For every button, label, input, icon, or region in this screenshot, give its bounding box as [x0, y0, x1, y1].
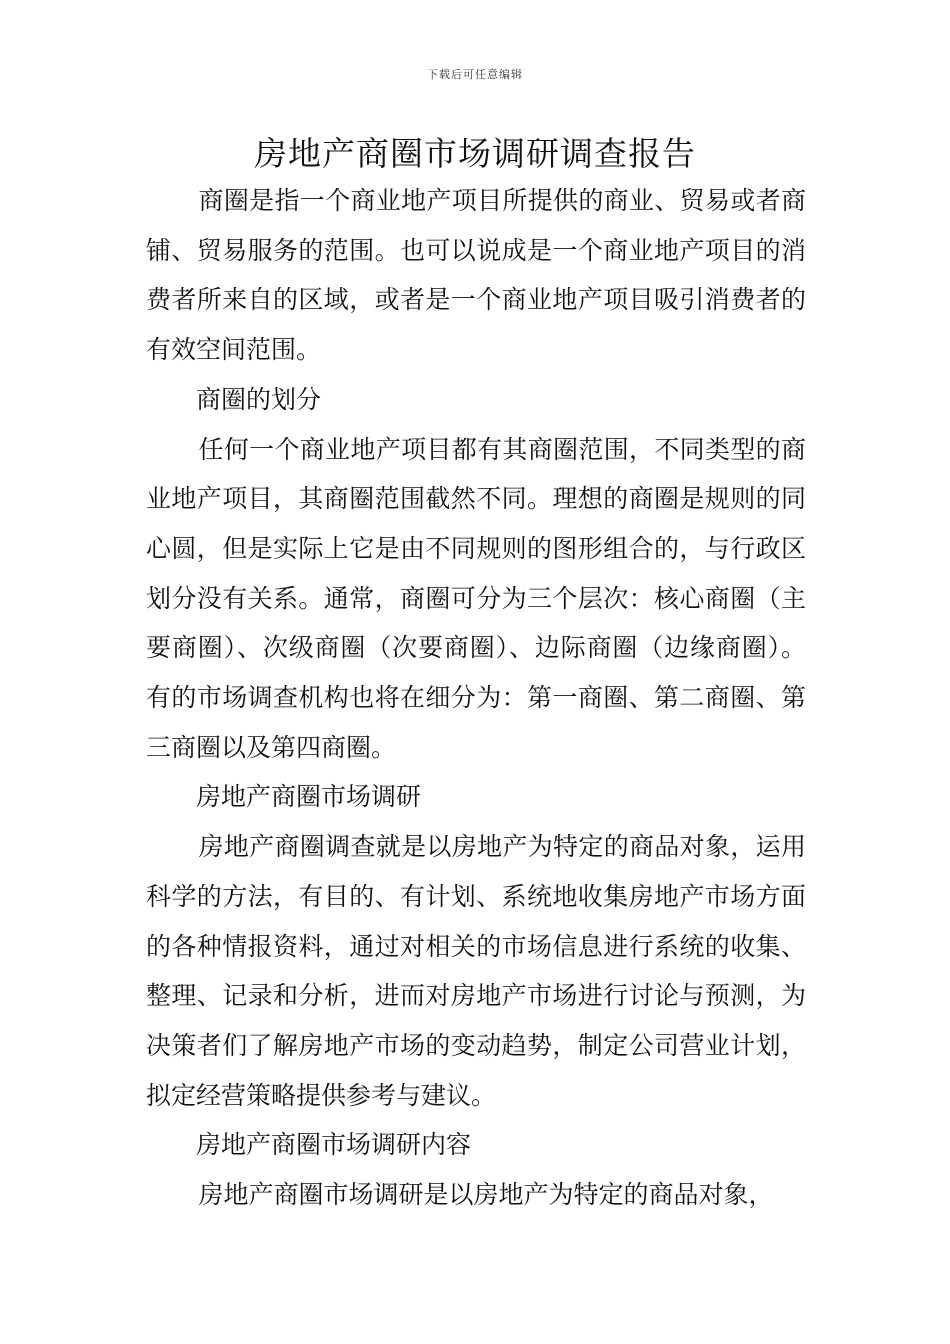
subheading-research-content: 房地产商圈市场调研内容: [196, 1130, 472, 1160]
subheading-research: 房地产商圈市场调研: [196, 782, 422, 812]
document-title: 房地产商圈市场调研调查报告: [254, 134, 696, 173]
paragraph-research-content: 房地产商圈市场调研是以房地产为特定的商品对象，: [198, 1180, 774, 1210]
subheading-division: 商圈的划分: [196, 384, 322, 414]
paragraph-research: 房地产商圈调查就是以房地产为特定的商品对象，运用科学的方法，有目的、有计划、系统地收集房地产市场方面的各种情报资料，通过对相关的市场信息进行系统的收集、整理、记录和分析，进而对房地产市场进行讨论与预测，为决策者们了解房地产市场的变动趋势，制定公司营业计划，拟定经营策略提供参考与建议。: [146, 832, 806, 1110]
document-body: [146, 176, 806, 1220]
paragraph-division: 任何一个商业地产项目都有其商圈范围，不同类型的商业地产项目，其商圈范围截然不同。理想的商圈是规则的同心圆，但是实际上它是由不同规则的图形组合的，与行政区划分没有关系。通常，商圈可分为三个层次：核心商圈（主要商圈）、次级商圈（次要商圈）、边际商圈（边缘商圈）。有的市场调查机构也将在细分为：第一商圈、第二商圈、第三商圈以及第四商圈。: [146, 434, 806, 762]
header-note: 下载后可任意编辑: [427, 68, 523, 81]
paragraph-intro: 商圈是指一个商业地产项目所提供的商业、贸易或者商铺、贸易服务的范围。也可以说成是一个商业地产项目的消费者所来自的区域，或者是一个商业地产项目吸引消费者的有效空间范围。: [146, 186, 806, 365]
